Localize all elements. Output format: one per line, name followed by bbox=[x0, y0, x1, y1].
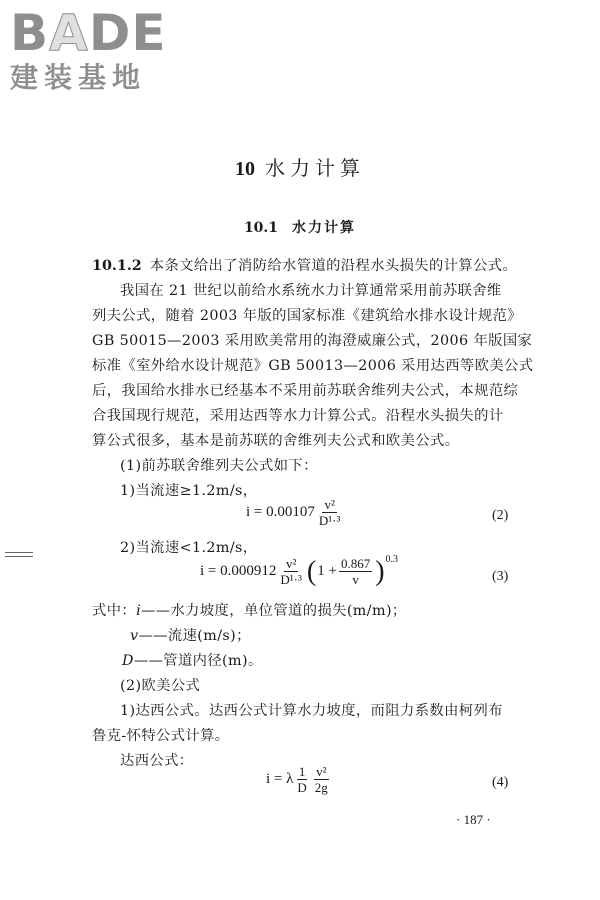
logo bbox=[10, 6, 180, 96]
para-line: 后，我国给水排水已经基本不采用前苏联舍维列夫公式，本规范综 bbox=[92, 383, 519, 399]
section-title: 水力计算 bbox=[292, 220, 357, 236]
item-subheading: 2)当流速<1.2m/s， bbox=[120, 540, 258, 556]
section-number: 10.1 bbox=[243, 220, 279, 236]
chapter-number: 10 bbox=[235, 158, 255, 180]
item-heading: (2)欧美公式 bbox=[120, 678, 201, 694]
equation-number: (2) bbox=[492, 508, 509, 523]
clause-number: 10.1.2 bbox=[92, 258, 142, 274]
eq2-fraction bbox=[317, 497, 343, 528]
where-line bbox=[92, 601, 520, 621]
clause-text: 本条文给出了消防给水管道的沿程水头损失的计算公式。 bbox=[149, 258, 518, 274]
eq4-denominator-2: 2g bbox=[314, 780, 328, 795]
where-symbol: D bbox=[122, 653, 134, 669]
where-desc: ——管道内径(m)。 bbox=[133, 653, 263, 669]
eq3-numerator: v² bbox=[285, 556, 297, 571]
equation-2 bbox=[246, 497, 344, 528]
left-paren: ( bbox=[306, 555, 317, 587]
eq3-exponent: 0.3 bbox=[385, 554, 399, 565]
para-line: 列夫公式，随着 2003 年版的国家标准《建筑给水排水设计规范》 bbox=[92, 308, 522, 324]
where-desc: ——流速(m/s)； bbox=[138, 628, 251, 644]
where-desc: ——水力坡度，单位管道的损失(m/m)； bbox=[141, 603, 407, 619]
where-prefix: 式中： bbox=[92, 603, 137, 619]
equation-number: (4) bbox=[492, 775, 509, 790]
margin-mark bbox=[5, 556, 33, 557]
para-line: 合我国现行规范，采用达西等水力计算公式。沿程水头损失的计 bbox=[92, 408, 504, 424]
chapter-heading bbox=[0, 152, 600, 181]
para-line: GB 50015—2003 采用欧美常用的海澄威廉公式，2006 年版国家 bbox=[92, 333, 533, 349]
eq2-numerator: v² bbox=[324, 497, 335, 512]
eq3-inner-term: 1 + bbox=[317, 563, 337, 579]
eq3-inner-numerator: 0.867 bbox=[340, 556, 371, 571]
page-number: · 187 · bbox=[456, 812, 491, 827]
chapter-title: 水力计算 bbox=[265, 156, 365, 180]
item-subheading: 1)达西公式。达西公式计算水力坡度，而阻力系数由柯列布 bbox=[120, 703, 503, 719]
para-line: 我国在 21 世纪以前给水系统水力计算通常采用前苏联舍维 bbox=[120, 283, 502, 299]
section-heading bbox=[0, 217, 600, 237]
eq4-numerator-2: v² bbox=[316, 764, 327, 779]
item-subheading: 1)当流速≥1.2m/s， bbox=[120, 483, 258, 499]
eq4-denominator-1: D bbox=[297, 780, 307, 795]
para-line: 算公式很多，基本是前苏联的舍维列夫公式和欧美公式。 bbox=[92, 433, 460, 449]
equation-3 bbox=[200, 556, 398, 587]
eq3-inner-fraction bbox=[339, 556, 372, 587]
eq2-denominator: D¹·³ bbox=[318, 513, 341, 528]
eq3-inner-denominator: v bbox=[352, 572, 359, 587]
eq4-lhs: i = λ bbox=[266, 771, 294, 787]
where-symbol: i bbox=[136, 603, 142, 619]
eq2-lhs: i = 0.00107 bbox=[246, 504, 315, 520]
eq4-numerator-1: 1 bbox=[298, 764, 306, 779]
darcy-label: 达西公式： bbox=[120, 753, 194, 769]
eq3-denominator: D¹·³ bbox=[280, 572, 302, 587]
item-subheading-cont: 鲁克-怀特公式计算。 bbox=[92, 728, 230, 744]
logo-wordmark: B A DE bbox=[10, 4, 167, 62]
right-paren: ) bbox=[375, 555, 385, 587]
eq4-fraction-1 bbox=[295, 764, 308, 795]
para-line: 标准《室外给水设计规范》GB 50013—2006 采用达西等欧美公式 bbox=[92, 358, 534, 374]
eq3-lhs: i = 0.000912 bbox=[200, 563, 277, 579]
clause-line bbox=[92, 256, 520, 276]
where-line bbox=[130, 626, 558, 646]
eq3-fraction bbox=[278, 556, 304, 587]
equation-number: (3) bbox=[492, 569, 509, 584]
logo-subtitle: 建装基地 bbox=[10, 61, 147, 94]
item-heading: (1)前苏联舍维列夫公式如下： bbox=[120, 458, 318, 474]
margin-mark bbox=[5, 552, 33, 553]
where-symbol: v bbox=[130, 628, 139, 644]
eq4-fraction-2 bbox=[313, 764, 330, 795]
where-line bbox=[122, 651, 550, 671]
equation-4 bbox=[266, 764, 332, 795]
